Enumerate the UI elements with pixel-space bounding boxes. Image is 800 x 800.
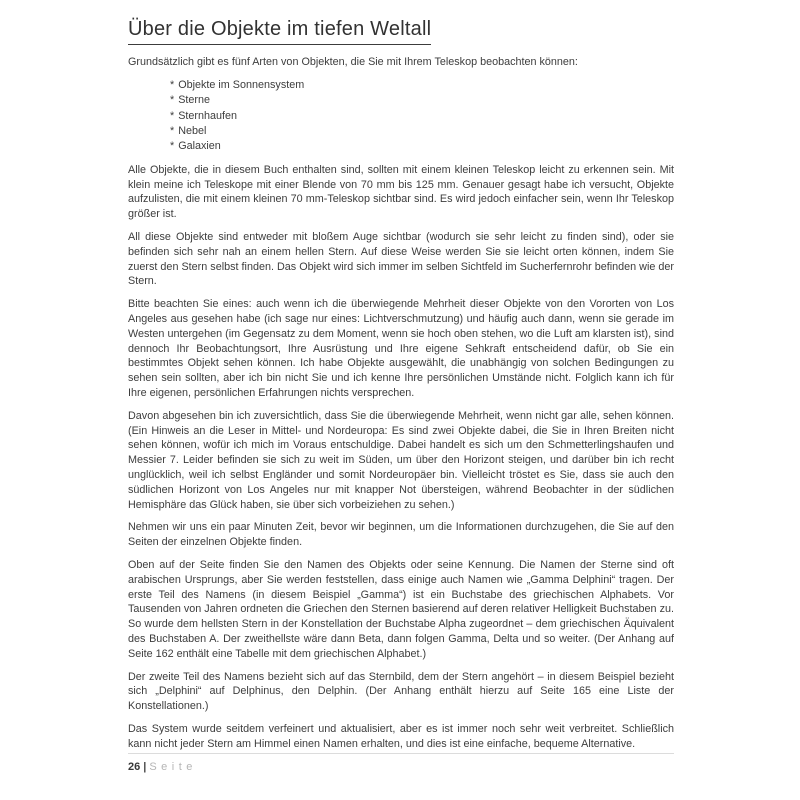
paragraph: Davon abgesehen bin ich zuversichtlich, dass Sie die überwiegende Mehrheit, wenn nicht gar alle, sehen können. (Ein Hinweis an die Leser in Mittel- und Nordeuropa: Es sind zwei Objekte dabei, die Sie in Ihren Breiten nicht sehen können, wofür ich mich im Voraus entschuldige. Dabei handelt es sich um den Schmetterlingshaufen und Messier 7. Leider befinden sie sich zu weit im Süden, um über den Horizont steigen, und darüber bin ich recht unglücklich, weil ich selbst Engländer und somit Nordeuropäer bin. Vielleicht tröstet es Sie, dass sie auch den südlichen Horizont von Los Angeles nur mit knapper Not übersteigen, während Beobachter in der südlichen Hemisphäre das Glück haben, sie über sich vorbeiziehen zu sehen.) <box>128 409 674 511</box>
list-item <box>170 78 674 93</box>
intro-text: Grundsätzlich gibt es fünf Arten von Objekten, die Sie mit Ihrem Teleskop beobachten können: <box>128 56 578 68</box>
asterisk-bullet: * <box>170 94 175 107</box>
paragraph: Der zweite Teil des Namens bezieht sich auf das Sternbild, dem der Stern angehört – in diesem Beispiel bezieht sich „Delphini“ auf Delphinus, den Delphin. (Der Anhang enthält hierzu auf Seite 165 eine Liste der Konstellationen.) <box>128 670 674 713</box>
paragraph: Oben auf der Seite finden Sie den Namen des Objekts oder seine Kennung. Die Namen der Sterne sind oft arabischen Ursprungs, aber Sie werden feststellen, dass einige auch Namen wie „Gamma Delphini“ tragen. Der erste Teil des Namens (in diesem Beispiel „Gamma“) ist ein Buchstabe des griechischen Alphabets. Vor Tausenden von Jahren ordneten die Griechen den Sternen basierend auf deren relativer Helligkeit Buchstaben zu. So wurde dem hellsten Stern in der Konstellation der Buchstabe Alpha zugeordnet – dem griechischen Äquivalent des Buchstaben A. Der zweithellste wäre dann Beta, dann folgen Gamma, Delta und so weiter. (Der Anhang auf Seite 162 enthält eine Tabelle mit dem griechischen Alphabet.) <box>128 558 674 660</box>
paragraph: Nehmen wir uns ein paar Minuten Zeit, bevor wir beginnen, um die Informationen durchzugehen, die Sie auf den Seiten der einzelnen Objekte finden. <box>128 521 674 549</box>
document-title-text: Über die Objekte im tiefen Weltall <box>128 18 431 45</box>
paragraph: Bitte beachten Sie eines: auch wenn ich die überwiegende Mehrheit dieser Objekte von den Vororten von Los Angeles aus gesehen habe (ich sage nur eines: Lichtverschmutzung) und häufig auch dann, wenn sie gerade im Westen untergehen (im Gegensatz zu dem Moment, wenn sie hoch oben stehen, wo die Luft am klarsten ist), sind dennoch Ihr Beobachtungsort, Ihre Ausrüstung und Ihre eigene Sehkraft entscheidend dafür, ob Sie ein bestimmtes Objekt sehen können. Ich habe Objekte ausgewählt, die unabhängig von solchen Bedingungen zu sehen sein sollten, aber ich bin nicht Sie und ich kenne Ihre persönlichen Umstände nicht. Folglich kann ich für Ihre eigenen, persönlichen Erfahrungen nichts versprechen. <box>128 298 674 399</box>
list-item <box>170 139 674 154</box>
page-number: 26 <box>128 761 141 773</box>
list-item-label: Sterne <box>178 94 211 107</box>
paragraph: Das System wurde seitdem verfeinert und aktualisiert, aber es ist immer noch sehr weit verbreitet. Schließlich kann nicht jeder Stern am Himmel einen Namen erhalten, und dies ist eine einfache, bequeme Alternative. <box>128 722 674 750</box>
asterisk-bullet: * <box>170 78 175 91</box>
list-item-label: Galaxien <box>178 140 221 153</box>
paragraph: All diese Objekte sind entweder mit bloßem Auge sichtbar (wodurch sie sehr leicht zu finden sind), oder sie befinden sich sehr nah an einem hellen Stern. Auf diese Weise werden Sie sie leicht orten können, indem Sie zuerst den Stern selbst finden. Das Objekt wird sich immer im selben Sichtfeld im Sucherfernrohr befinden wie der Stern. <box>128 231 674 288</box>
list-item-label: Sternhaufen <box>178 109 238 122</box>
list-item-label: Nebel <box>178 125 207 138</box>
page-footer <box>128 761 197 773</box>
asterisk-bullet: * <box>170 125 175 138</box>
asterisk-bullet: * <box>170 109 175 122</box>
list-item <box>170 93 674 108</box>
paragraph: Alle Objekte, die in diesem Buch enthalten sind, sollten mit einem kleinen Teleskop leicht zu erkennen sein. Mit klein meine ich Teleskope mit einer Blende von 70 mm bis 125 mm. Genauer gesagt habe ich versucht, Objekte aufzulisten, die mit einem kleinen 70 mm-Teleskop sichtbar sind. Es wird jedoch einfacher sein, wenn Ihr Teleskop größer ist. <box>128 163 674 221</box>
list-item-label: Objekte im Sonnensystem <box>178 78 305 91</box>
footer-separator: | <box>143 761 147 773</box>
footer-label: Seite <box>149 761 197 773</box>
asterisk-bullet: * <box>170 140 175 153</box>
list-item <box>170 124 674 139</box>
object-type-list <box>128 78 674 155</box>
list-item <box>170 109 674 124</box>
footer-divider <box>128 753 674 754</box>
page-content <box>128 18 674 760</box>
document-title <box>128 18 674 45</box>
